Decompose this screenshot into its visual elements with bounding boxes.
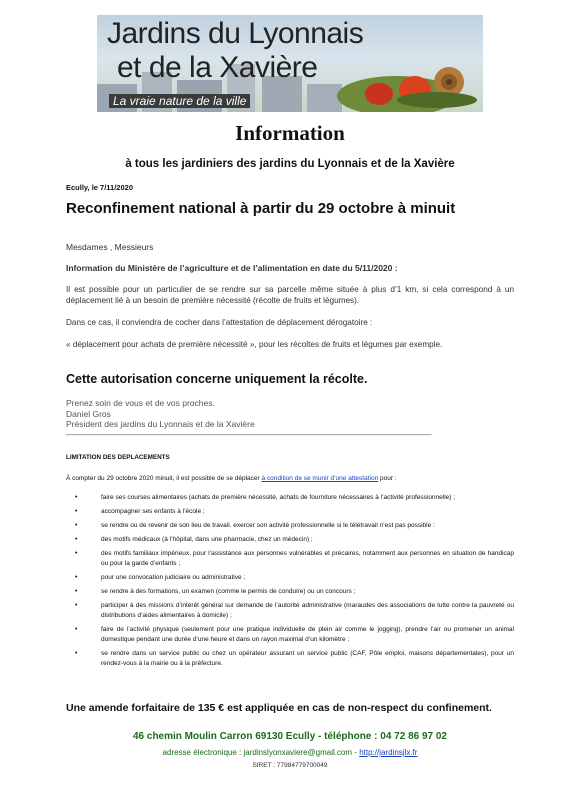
banner-title-line2: et de la Xavière (117, 51, 318, 84)
footer-siret: SIRET : 77984779700049 (252, 762, 328, 769)
list-item (66, 587, 514, 597)
list-item-text: faire ses courses alimentaires (achats de première nécessité, achats de fourniture nécessaires à l’activité professionnelle) ; (101, 494, 456, 501)
list-item-text: des motifs familiaux impérieux, pour l’assistance aux personnes vulnérables et précaires, notamment aux personnes en situation de handicap ou pour la garde d’enfants ; (101, 550, 514, 567)
limitation-intro (66, 475, 514, 482)
list-item-text: se rendre ou de revenir de son lieu de travail. exercer son activité professionnelle si le télétravail n’est pas possible : (101, 522, 435, 529)
attestation-link[interactable]: à condition de se munir d’une attestation (261, 475, 379, 482)
greeting: Mesdames , Messieurs (66, 242, 154, 252)
footer-address: 46 chemin Moulin Carron 69130 Ecully - téléphone : 04 72 86 97 02 (132, 731, 447, 742)
list-item-text: participer à des missions d’intérêt général sur demande de l’autorité administrative (maraudes des associations de lutte contre la pauvreté ou distributions d’aides alimentaires à domicile) ; (101, 602, 514, 619)
list-item (66, 573, 514, 583)
bullet-icon: • (75, 650, 78, 657)
list-item (66, 549, 514, 569)
bullet-icon: • (75, 550, 78, 557)
bullet-icon: • (75, 588, 78, 595)
list-item (66, 649, 514, 669)
signature-role: Président des jardins du Lyonnais et de la Xavière (66, 419, 255, 429)
authorization-note: Cette autorisation concerne uniquement la récolte. (66, 372, 368, 386)
bullet-icon: • (75, 574, 78, 581)
list-item (66, 507, 514, 517)
list-item-text: pour une convocation judiciaire ou administrative ; (101, 574, 246, 581)
banner-tagline: La vraie nature de la ville (109, 94, 250, 108)
list-item-text: accompagner ses enfants à l’école ; (101, 508, 205, 515)
list-item (66, 493, 514, 503)
list-item-text: se rendre à des formations, un examen (comme le permis de conduire) ou un concours ; (101, 588, 356, 595)
list-item-text: des motifs médicaux (à l’hôpital, dans une pharmacie, chez un médecin) ; (101, 536, 313, 543)
document-date: Ecully, le 7/11/2020 (66, 183, 133, 192)
reasons-list (66, 493, 514, 673)
limitation-heading: LIMITATION DES DEPLACEMENTS (66, 454, 170, 461)
fine-notice: Une amende forfaitaire de 135 € est appliquée en cas de non-respect du confinement. (66, 702, 492, 714)
closing-care: Prenez soin de vous et de vos proches. (66, 398, 215, 408)
bullet-icon: • (75, 508, 78, 515)
email-text: adresse électronique : jardinslyonxaviere@gmail.com - (162, 748, 360, 757)
bullet-icon: • (75, 602, 78, 609)
list-item-text: faire de l’activité physique (seulement pour une pratique individuelle de plein air comme le jogging), prendre l’air ou promener un animal domestique pendant une durée d’une heure et dans un rayon maximal d’un kilomètre ; (101, 626, 514, 643)
paragraph-reason: « déplacement pour achats de première nécessité », pour les récoltes de fruits et légumes par exemple. (66, 340, 443, 349)
banner-title-line1: Jardins du Lyonnais (107, 17, 364, 50)
list-item-text: se rendre dans un service public ou chez un opérateur assurant un service public (CAF, Pôle emploi, maisons départementales), pour un rendez-vous à la mairie ou à la préfecture. (101, 650, 514, 667)
list-item (66, 521, 514, 531)
website-link[interactable]: http://jardinsjlx.fr (359, 748, 418, 757)
bullet-icon: • (75, 536, 78, 543)
bullet-icon: • (75, 522, 78, 529)
page-subtitle: à tous les jardiniers des jardins du Lyonnais et de la Xavière (125, 158, 455, 170)
ministry-info: Information du Ministère de l’agriculture et de l’alimentation en date du 5/11/2020 : (66, 263, 398, 273)
separator-rule: ——————————————————————————————————————————— (66, 429, 432, 439)
bullet-icon: • (75, 494, 78, 501)
headline: Reconfinement national à partir du 29 octobre à minuit (66, 200, 456, 217)
intro-text-end: pour : (378, 475, 397, 482)
paragraph-parcel: Il est possible pour un particulier de se rendre sur sa parcelle même située à plus d’1 km, si cela correspond à un déplacement lié à un besoin de première nécessité (récolte de fruits et légumes). (66, 285, 514, 305)
list-item (66, 625, 514, 645)
page-title: Information (235, 121, 345, 145)
list-item (66, 535, 514, 545)
intro-text: À compter du 29 octobre 2020 minuit, il est possible de se déplacer (66, 475, 262, 482)
bullet-icon: • (75, 626, 78, 633)
list-item (66, 601, 514, 621)
footer-contact (0, 748, 580, 757)
paragraph-attestation: Dans ce cas, il conviendra de cocher dans l’attestation de déplacement dérogatoire : (66, 318, 373, 327)
header-banner (97, 15, 483, 112)
signature-name: Daniel Gros (66, 409, 111, 419)
